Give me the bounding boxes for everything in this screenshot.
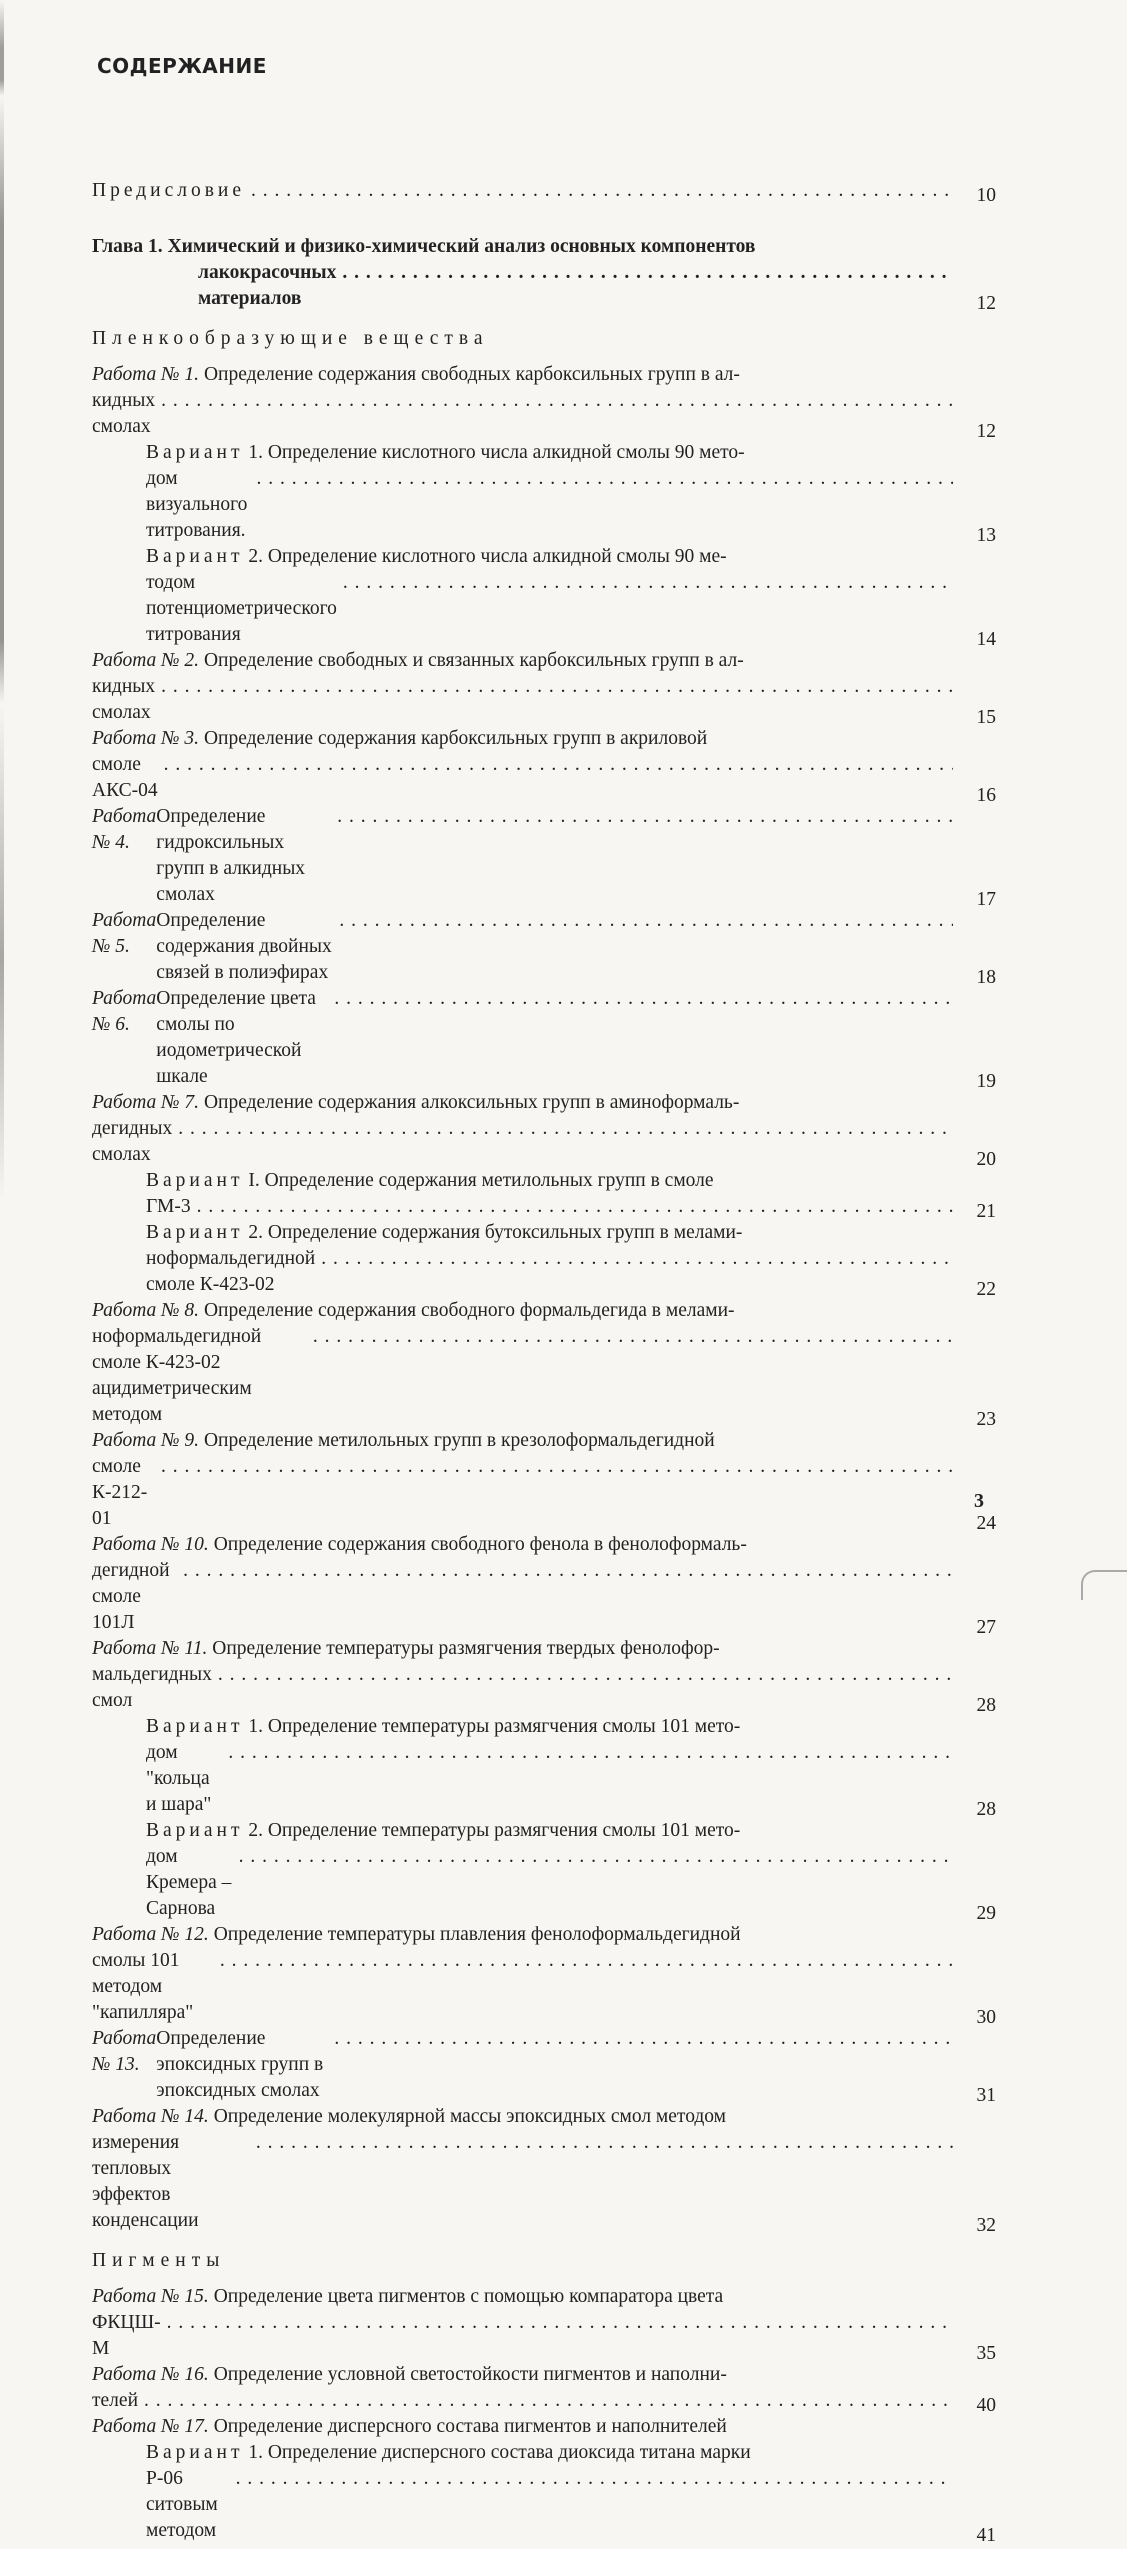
leader-dots [197,1194,953,1220]
toc-entry-work-11 [92,1636,1032,1714]
page-corner-artifact [1081,1570,1127,1600]
toc-page-number: 10 [976,185,996,206]
leader-dots [339,908,953,934]
work-label: Работа № 15. [92,2286,209,2307]
work-label: Работа № 13. [92,2028,157,2075]
leader-dots [220,1948,953,1974]
toc-entry-title: Определение температуры размягчения твердых фенолофор- [207,1638,720,1659]
work-label: Работа № 12. [92,1924,209,1945]
toc-entry-work-11-variant-2 [92,1818,1032,1922]
toc-page-number: 40 [976,2395,996,2416]
toc-page-number: 15 [976,707,996,728]
leader-dots [236,2466,953,2492]
scan-edge-artifact [0,0,4,1600]
leader-dots [228,1740,953,1766]
leader-dots [342,260,953,286]
toc-entry-title-cont: дом "кольца и шара" [146,1742,212,1815]
variant-label: Вариант [146,2442,244,2463]
toc-entry-work-4 [92,804,1032,908]
toc-entry-title: Определение содержания алкоксильных групп в аминоформаль- [199,1092,740,1113]
toc-entry-title: Определение цвета пигментов с помощью компаратора цвета [208,2286,724,2307]
toc-page-number: 24 [976,1513,996,1534]
toc-entry-title-cont: дом визуального титрования. [146,468,248,541]
toc-entry-title: Предисловие [92,180,246,201]
toc-page-number: 22 [976,1279,996,1300]
leader-dots [218,1662,953,1688]
work-label: Работа № 3. [92,728,200,749]
toc-entry-title-cont: мальдегидных смол [92,1664,212,1711]
work-label: Работа № 9. [92,1430,200,1451]
toc-page-number: 21 [976,1201,996,1222]
toc-entry-title-cont: ноформальдегидной смоле К-423-02 ацидиметрическим методом [92,1326,262,1425]
leader-dots [343,570,953,596]
toc-entry-title-cont: ФКЦШ-М [92,2312,161,2359]
chapter-label: Глава 1. [92,236,163,257]
toc-entry-title: Определение содержания свободного формальдегида в мелами- [199,1300,735,1321]
leader-dots [167,2310,953,2336]
toc-entry-title: 1. Определение температуры размягчения смолы 101 мето- [243,1716,741,1737]
toc-entry-title-cont: смоле АКС-04 [92,754,158,801]
toc-entry-title: Определение содержания двойных связей в полиэфирах [156,910,332,983]
toc-entry-work-11-variant-1 [92,1714,1032,1818]
toc-entry-work-10 [92,1532,1032,1636]
work-label: Работа № 4. [92,806,157,853]
toc-entry-work-14 [92,2104,1032,2234]
toc-entry-title: Определение метилольных групп в крезолоформальдегидной [199,1430,715,1451]
work-label: Работа № 8. [92,1300,200,1321]
toc-entry-work-1-variant-2 [92,544,1032,648]
toc-entry-title-cont: дегидной смоле 101Л [92,1560,170,1633]
leader-dots [239,1844,953,1870]
work-label: Работа № 10. [92,1534,209,1555]
toc-entry-title-cont: дом Кремера – Сарнова [146,1846,232,1919]
work-label: Работа № 17. [92,2416,209,2437]
toc-entry-title: Определение свободных и связанных карбоксильных групп в ал- [199,650,744,671]
leader-dots [161,388,953,414]
toc-page-number: 27 [976,1617,996,1638]
leader-dots [256,2130,953,2156]
variant-label: Вариант [146,1170,244,1191]
toc-entry-title-cont: телей [92,2390,138,2411]
leader-dots [313,1324,953,1350]
toc-entry-work-6 [92,986,1032,1090]
work-label: Работа № 7. [92,1092,200,1113]
variant-label: Вариант [146,1222,244,1243]
leader-dots [251,178,953,204]
toc-entry-work-2 [92,648,1032,726]
toc-entry-work-17-variant-1 [92,2440,1032,2544]
toc-page-number: 32 [976,2215,996,2236]
toc-page-number: 35 [976,2343,996,2364]
toc-page-number: 17 [976,889,996,910]
contents-heading: СОДЕРЖАНИЕ [97,54,267,78]
toc-entry-work-17 [92,2414,1032,2440]
toc-entry-work-9 [92,1428,1032,1532]
toc-entry-title: Определение температуры плавления фенолоформальдегидной [208,1924,741,1945]
toc-entry-title: 1. Определение кислотного числа алкидной смолы 90 мето- [243,442,745,463]
leader-dots [161,674,953,700]
toc-entry-title: Определение содержания карбоксильных групп в акриловой [199,728,708,749]
toc-entry-title: Определение содержания свободного фенола в фенолоформаль- [208,1534,747,1555]
variant-label: Вариант [146,442,244,463]
toc-entry-title: 2. Определение содержания бутоксильных групп в мелами- [243,1222,743,1243]
section-heading-pigments: Пигменты [92,2250,226,2271]
toc-entry-preface [92,178,1032,204]
leader-dots [334,986,953,1012]
toc-entry-work-7-variant-2 [92,1220,1032,1298]
toc-entry-title: 2. Определение температуры размягчения смолы 101 мето- [243,1820,741,1841]
toc-entry-title-cont: ноформальдегидной смоле К-423-02 [146,1248,316,1295]
toc-page-number: 18 [976,967,996,988]
leader-dots [183,1558,953,1584]
toc-entry-title-cont: смолы 101 методом "капилляра" [92,1950,194,2023]
toc-page-number: 28 [976,1799,996,1820]
toc-entry-work-8 [92,1298,1032,1428]
toc-page-number: 20 [976,1149,996,1170]
toc-page-number: 31 [976,2085,996,2106]
work-label: Работа № 6. [92,988,157,1035]
toc-entry-title: Определение содержания свободных карбоксильных групп в ал- [199,364,740,385]
variant-label: Вариант [146,546,244,567]
toc-page-number: 16 [976,785,996,806]
leader-dots [178,1116,953,1142]
table-of-contents [92,178,1032,2544]
toc-entry-title: 1. Определение дисперсного состава диоксида титана марки [243,2442,751,2463]
leader-dots [161,1454,953,1480]
toc-page-number: 12 [976,293,996,314]
toc-entry-title: I. Определение содержания метилольных групп в смоле [243,1170,714,1191]
section-heading-film-formers: Пленкообразующие вещества [92,328,489,349]
leader-dots [334,2026,953,2052]
toc-entry-title-cont: Р-06 ситовым методом [146,2468,218,2541]
toc-entry-work-13 [92,2026,1032,2104]
toc-entry-work-7 [92,1090,1032,1168]
leader-dots [144,2388,953,2414]
toc-entry-title-cont: смоле К-212-01 [92,1456,148,1529]
toc-entry-title: Определение гидроксильных групп в алкидных смолах [156,806,306,905]
toc-page-number: 23 [976,1409,996,1430]
leader-dots [164,752,953,778]
toc-page-number: 19 [976,1071,996,1092]
toc-page-number: 13 [976,525,996,546]
variant-label: Вариант [146,1820,244,1841]
toc-entry-work-16 [92,2362,1032,2414]
toc-page-number: 41 [976,2525,996,2546]
work-label: Работа № 14. [92,2106,209,2127]
toc-entry-title: Определение молекулярной массы эпоксидных смол методом [208,2106,727,2127]
toc-page-number: 30 [976,2007,996,2028]
leader-dots [337,804,953,830]
toc-page-number: 28 [976,1695,996,1716]
toc-entry-work-1-variant-1 [92,440,1032,544]
toc-entry-title-cont: измерения тепловых эффектов конденсации [92,2132,199,2231]
toc-entry-title-cont: ГМ-3 [146,1196,191,1217]
toc-page-number: 14 [976,629,996,650]
toc-entry-title-cont: лакокрасочных материалов [198,262,337,309]
toc-entry-work-3 [92,726,1032,804]
toc-entry-work-15 [92,2284,1032,2362]
toc-entry-work-7-variant-1 [92,1168,1032,1220]
toc-entry-work-5 [92,908,1032,986]
work-label: Работа № 5. [92,910,157,957]
toc-entry-work-12 [92,1922,1032,2026]
leader-dots [256,466,953,492]
toc-entry-chapter-1 [92,234,1032,312]
work-label: Работа № 11. [92,1638,208,1659]
toc-entry-title-cont: кидных смолах [92,676,156,723]
toc-entry-title-cont: кидных смолах [92,390,156,437]
toc-entry-title-cont: дегидных смолах [92,1118,173,1165]
leader-dots [321,1246,953,1272]
work-label: Работа № 2. [92,650,200,671]
toc-entry-title-cont: тодом потенциометрического титрования [146,572,337,645]
toc-page-number: 12 [976,421,996,442]
toc-entry-title: 2. Определение кислотного числа алкидной смолы 90 ме- [243,546,727,567]
work-label: Работа № 16. [92,2364,209,2385]
toc-entry-title: Химический и физико-химический анализ основных компонентов [167,236,756,257]
toc-entry-title: Определение условной светостойкости пигментов и наполни- [208,2364,727,2385]
page-number: 3 [974,1490,984,1512]
toc-entry-title: Определение цвета смолы по иодометрической шкале [156,988,316,1087]
toc-entry-work-1 [92,362,1032,440]
variant-label: Вариант [146,1716,244,1737]
toc-page-number: 29 [976,1903,996,1924]
toc-entry-title: Определение дисперсного состава пигментов и наполнителей [208,2416,727,2437]
toc-entry-title: Определение эпоксидных групп в эпоксидных смолах [156,2028,324,2101]
work-label: Работа № 1. [92,364,200,385]
